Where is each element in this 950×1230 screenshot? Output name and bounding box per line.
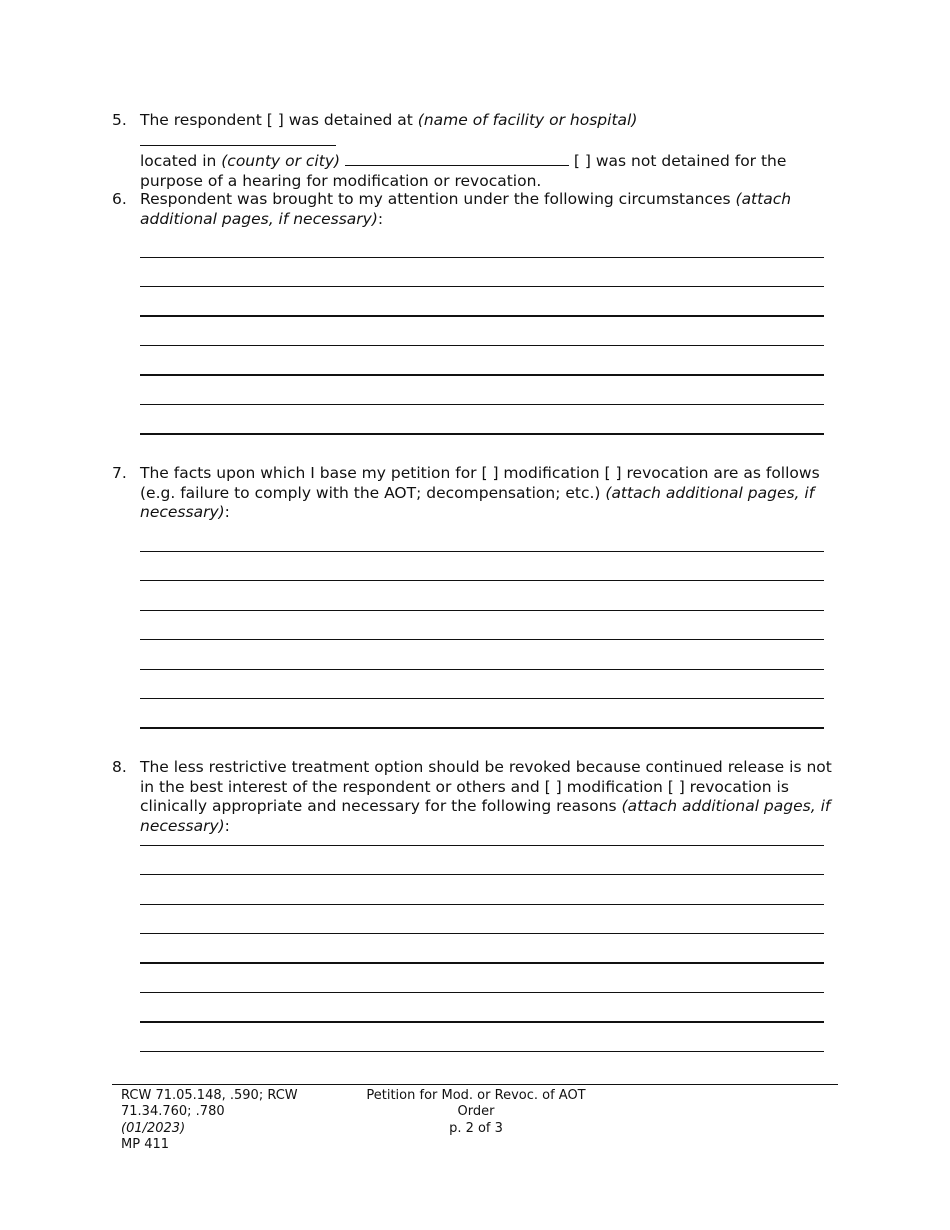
- item-6-answer-line[interactable]: [140, 257, 824, 258]
- item-6-hint: (attach additional pages, if necessary): [140, 190, 792, 228]
- item-6-answer-line[interactable]: [140, 286, 824, 287]
- item-8-answer-line[interactable]: [140, 845, 824, 846]
- county-blank[interactable]: [345, 151, 569, 166]
- footer-statute: RCW 71.05.148, .590; RCW 71.34.760; .780: [121, 1088, 298, 1120]
- item-6-answer-line[interactable]: [140, 404, 824, 405]
- item-6-text: [140, 190, 832, 229]
- item-6-answer-line[interactable]: [140, 433, 824, 435]
- item-7-answer-line[interactable]: [140, 580, 824, 581]
- item-7-hint: (attach additional pages, if necessary): [140, 483, 815, 522]
- item-8-body: The less restrictive treatment option should be revoked because continued release is not in the best interest of the respondent or others and [ ] modification [ ] revocation is clinically appropriate and necessary for the following reasons: [140, 758, 832, 816]
- item-8-answer-line[interactable]: [140, 874, 824, 875]
- item-6-answer-line[interactable]: [140, 345, 824, 346]
- item-7-answer-line[interactable]: [140, 639, 824, 640]
- item-8-answer-line[interactable]: [140, 904, 824, 905]
- item-7-answer-line[interactable]: [140, 669, 824, 670]
- item-7-answer-line[interactable]: [140, 610, 824, 611]
- footer-date: (01/2023): [121, 1120, 186, 1136]
- item-6-suffix: :: [377, 209, 384, 228]
- footer-page-number: p. 2 of 3: [449, 1120, 503, 1136]
- item-8-answer-line[interactable]: [140, 992, 824, 993]
- footer-title: Petition for Mod. or Revoc. of AOT Order: [366, 1088, 586, 1120]
- footer-center: [360, 1088, 592, 1137]
- item-5-text: [140, 111, 832, 191]
- item-6-number: 6.: [112, 190, 127, 208]
- item-6-answer-line[interactable]: [140, 315, 824, 317]
- footer-left: [121, 1088, 331, 1154]
- facility-hint: (name of facility or hospital): [417, 111, 638, 129]
- item-6-body: Respondent was brought to my attention under the following circumstances: [140, 190, 736, 208]
- item-7-suffix: :: [224, 503, 230, 522]
- footer-divider: [112, 1084, 838, 1085]
- item-5: [112, 111, 832, 191]
- footer-form-number: MP 411: [121, 1137, 170, 1153]
- item-8: [112, 758, 838, 836]
- item-8-hint: (attach additional pages, if necessary): [140, 797, 831, 835]
- item-7-answer-line[interactable]: [140, 727, 824, 729]
- item-7-number: 7.: [112, 464, 127, 482]
- item-8-answer-line[interactable]: [140, 1051, 824, 1052]
- item-5-number: 5.: [112, 111, 127, 129]
- item-6: [112, 190, 832, 229]
- item-8-suffix: :: [224, 816, 230, 835]
- item-8-number: 8.: [112, 758, 127, 776]
- item-8-text: [140, 758, 838, 836]
- item-6-answer-line[interactable]: [140, 374, 824, 376]
- item-8-answer-line[interactable]: [140, 933, 824, 934]
- item-7-answer-line[interactable]: [140, 551, 824, 552]
- item-7-answer-line[interactable]: [140, 698, 824, 699]
- item-5-text-part3: [ ] was not detained for the purpose of a hearing for modification or revocation.: [140, 152, 787, 190]
- county-hint: (county or city): [221, 152, 341, 171]
- facility-blank[interactable]: [140, 131, 336, 146]
- item-8-answer-line[interactable]: [140, 962, 824, 964]
- item-7-text: [140, 464, 832, 523]
- item-7: [112, 464, 832, 523]
- item-5-text-part2: located in: [140, 152, 222, 171]
- item-8-answer-line[interactable]: [140, 1021, 824, 1023]
- item-5-text-part1: The respondent [ ] was detained at: [140, 111, 418, 129]
- item-7-body: The facts upon which I base my petition for [ ] modification [ ] revocation are as follows (e.g. failure to comply with the AOT; decompensation; etc.): [140, 464, 820, 502]
